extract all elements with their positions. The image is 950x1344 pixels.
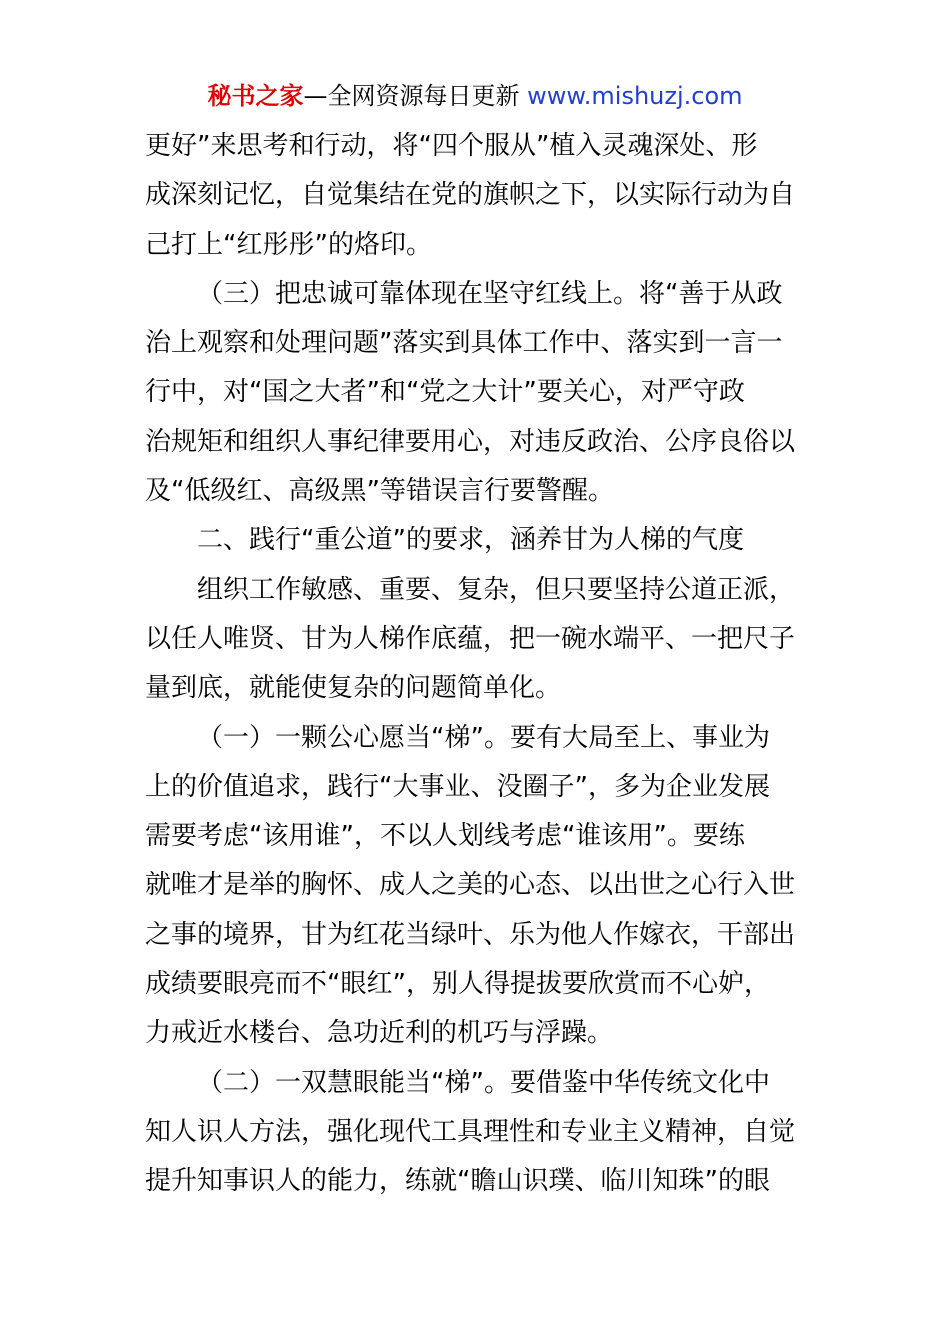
paragraph-start-line: （一）一颗公心愿当“梯”。要有大局至上、事业为 <box>197 722 770 753</box>
text-line: 治上观察和处理问题”落实到具体工作中、落实到一言一 <box>145 328 783 359</box>
text-line: 力戒近水楼台、急功近利的机巧与浮躁。 <box>145 1018 614 1049</box>
text-line: 知人识人方法，强化现代工具理性和专业主义精神，自觉 <box>145 1116 796 1147</box>
site-tagline: —全网资源每日更新 <box>303 82 528 110</box>
text-line: 成深刻记忆，自觉集结在党的旗帜之下，以实际行动为自 <box>145 180 796 211</box>
text-line: 上的价值追求，践行“大事业、没圈子”，多为企业发展 <box>145 771 770 802</box>
site-url-link[interactable]: www.mishuzj.com <box>527 82 743 110</box>
text-line: 治规矩和组织人事纪律要用心，对违反政治、公序良俗以 <box>145 426 796 457</box>
text-line: 行中，对“国之大者”和“党之大计”要关心，对严守政 <box>145 377 745 408</box>
paragraph-start-line: （三）把忠诚可靠体现在坚守红线上。将“善于从政 <box>197 278 783 309</box>
document-body <box>145 122 810 1207</box>
text-line: 及“低级红、高级黑”等错误言行要警醒。 <box>145 476 614 507</box>
paragraph-start-line: 组织工作敏感、重要、复杂，但只要坚持公道正派， <box>197 574 796 605</box>
text-line: 量到底，就能使复杂的问题简单化。 <box>145 673 562 704</box>
section-heading: 二、践行“重公道”的要求，涵养甘为人梯的气度 <box>197 525 744 556</box>
text-line: 之事的境界，甘为红花当绿叶、乐为他人作嫁衣，干部出 <box>145 919 796 950</box>
text-line: 以任人唯贤、甘为人梯作底蕴，把一碗水端平、一把尺子 <box>145 623 796 654</box>
text-line: 需要考虑“该用谁”，不以人划线考虑“谁该用”。要练 <box>145 821 745 852</box>
paragraph-start-line: （二）一双慧眼能当“梯”。要借鉴中华传统文化中 <box>197 1067 770 1098</box>
site-header <box>0 78 950 114</box>
text-line: 成绩要眼亮而不“眼红”，别人得提拔要欣赏而不心妒， <box>145 969 770 1000</box>
text-line: 己打上“红彤彤”的烙印。 <box>145 229 432 260</box>
text-line: 就唯才是举的胸怀、成人之美的心态、以出世之心行入世 <box>145 870 796 901</box>
text-line: 更好”来思考和行动，将“四个服从”植入灵魂深处、形 <box>145 131 758 161</box>
text-line: 提升知事识人的能力，练就“瞻山识璞、临川知珠”的眼 <box>145 1166 770 1197</box>
site-brand: 秘书之家 <box>207 82 304 110</box>
